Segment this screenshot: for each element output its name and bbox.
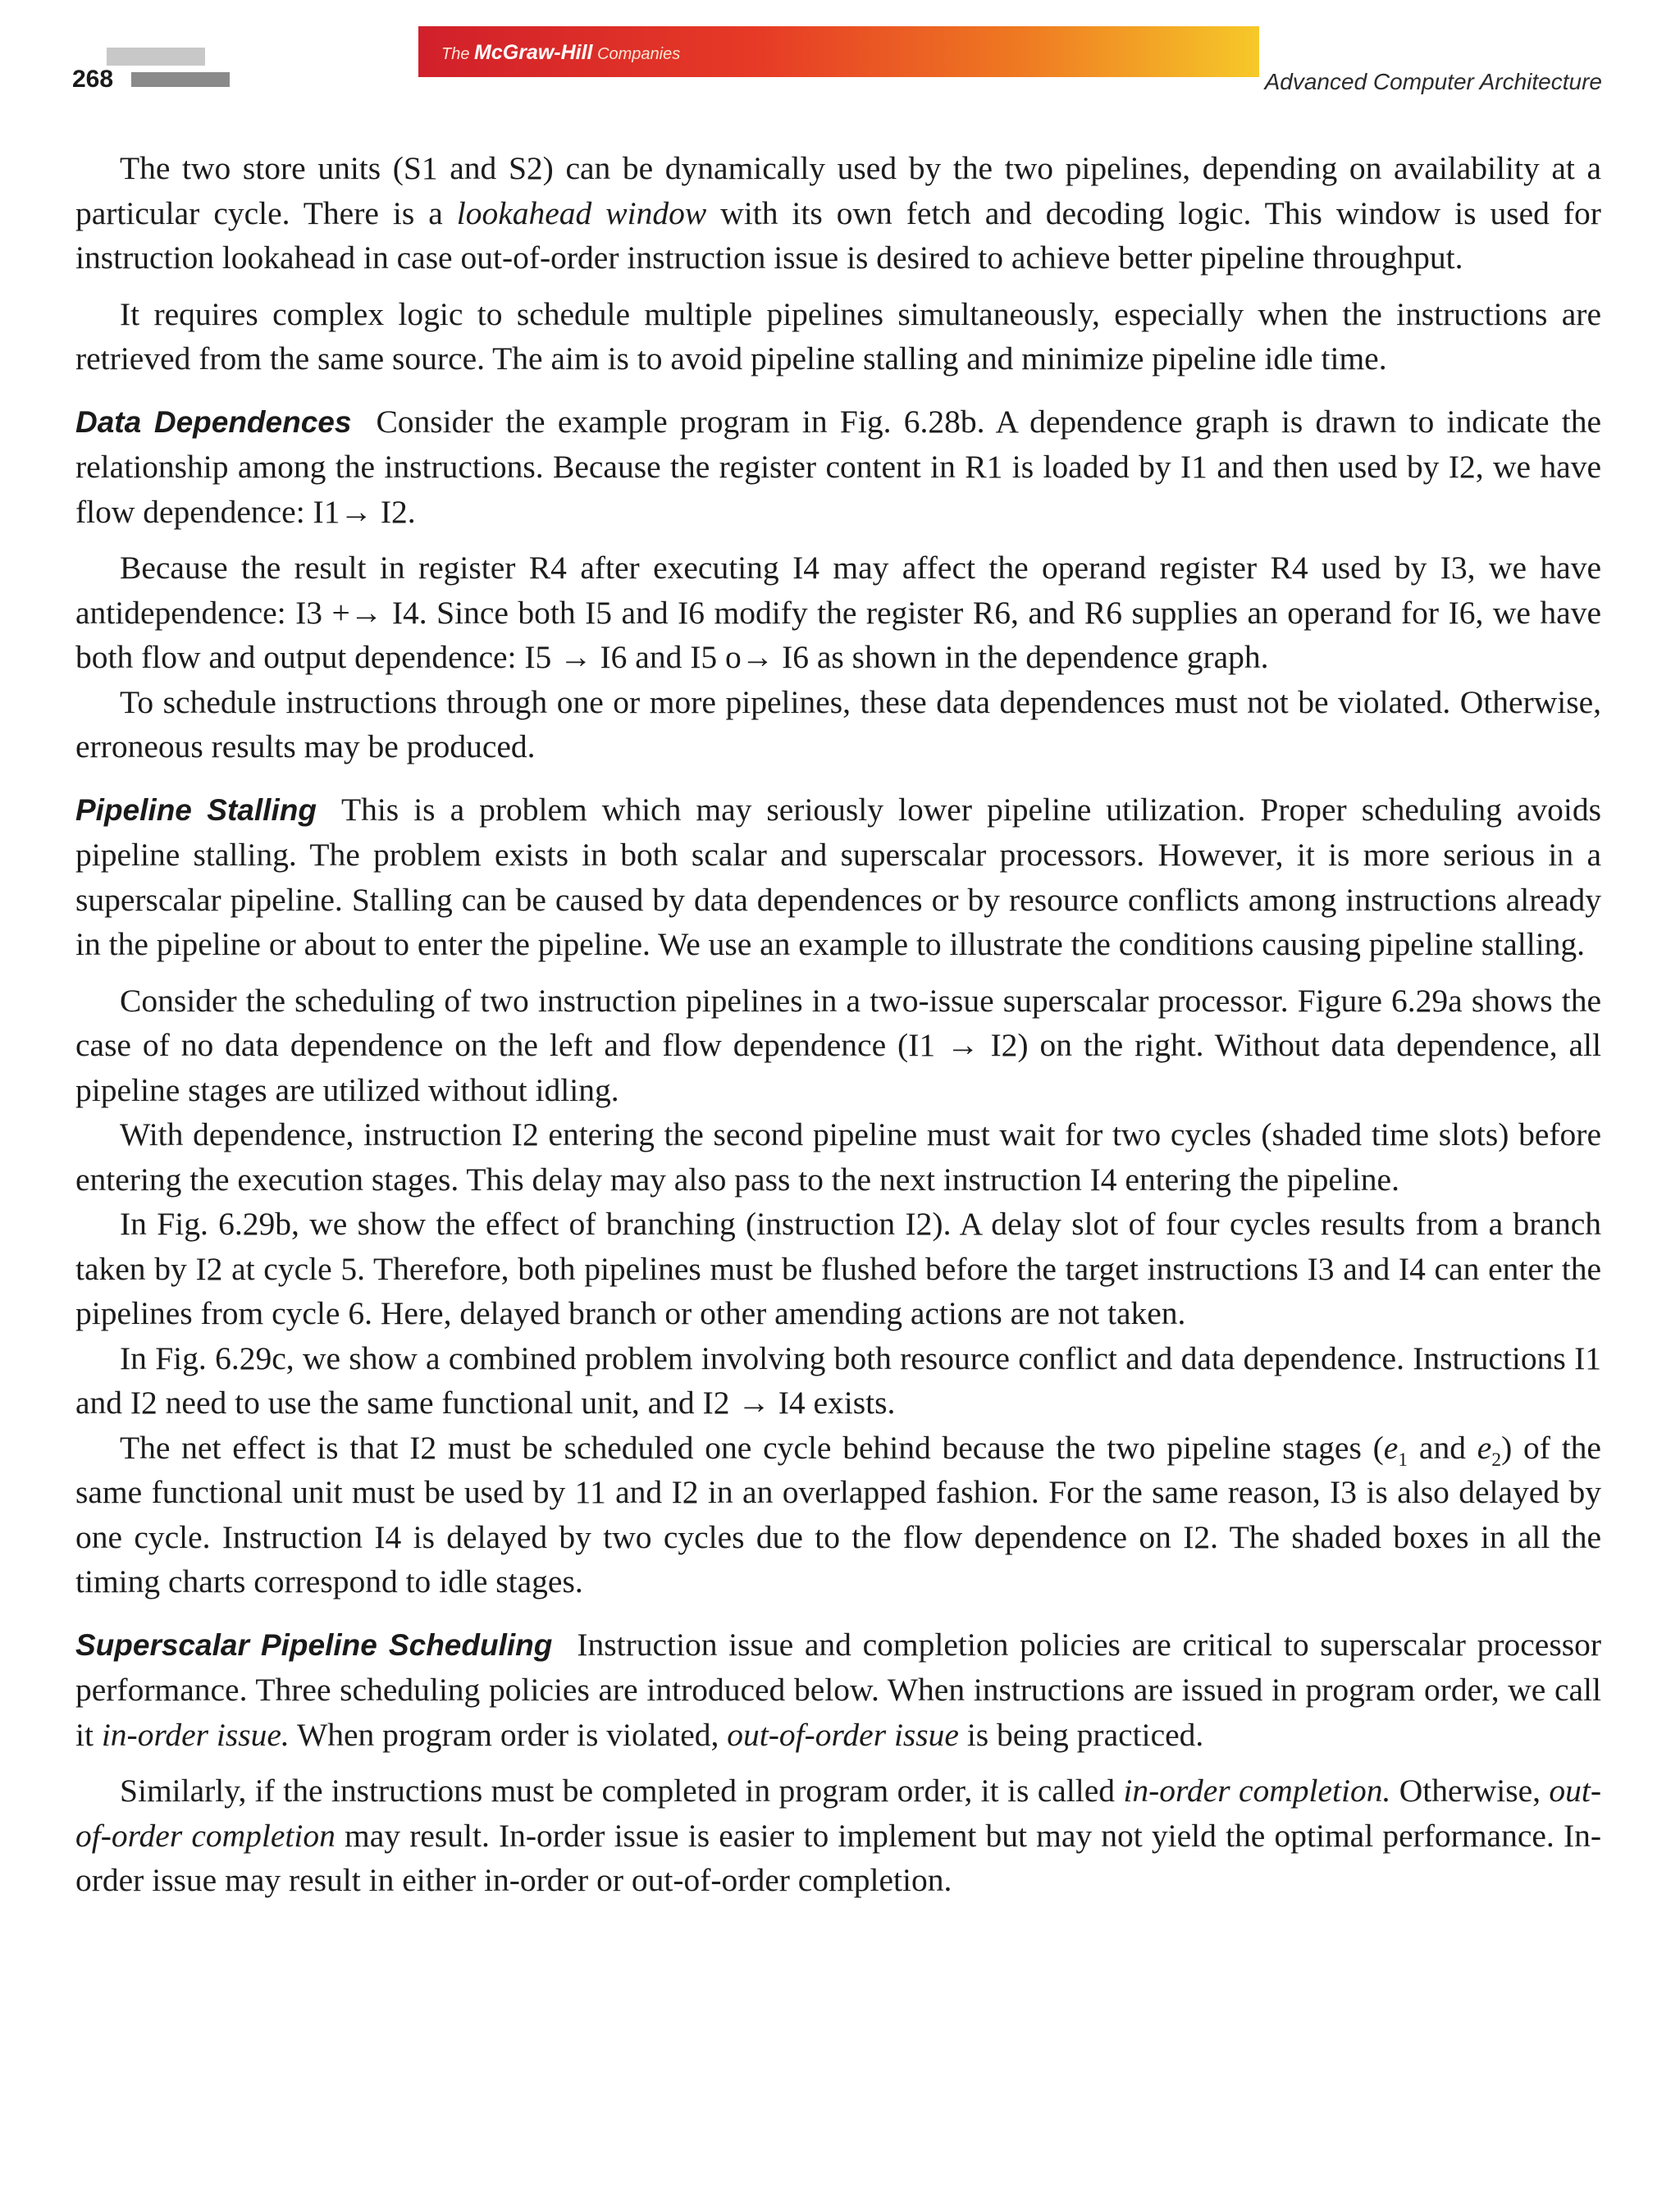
symbol-e: e [1477, 1429, 1492, 1466]
paragraph-antidependence: Because the result in register R4 after executing I4 may affect the operand register R4 used by I3, we have antidependence: I3 +→ I4. Since both I5 and I6 modify the register R6, and R6 supplies an operand for I6, we have both flow and output dependence: I5 → I6 and I5 o→ I6 as shown in the dependence graph. [75, 550, 1601, 675]
term-out-of-order-issue: out-of-order issue [727, 1716, 959, 1753]
paragraph-combined-problem: In Fig. 6.29c, we show a combined problem involving both resource conflict and data dependence. Instructions I1 and I2 need to use the same functional unit, and I2 → I4 exists. [75, 1339, 1601, 1421]
heading-data-dependences: Data Dependences [75, 404, 352, 439]
paragraph-with-dependence: With dependence, instruction I2 entering the second pipeline must wait for two cycles (shaded time slots) before entering the execution stages. This delay may also pass to the next instruction I4 entering the pipeline. [75, 1116, 1601, 1198]
page-number-bar-light [107, 48, 205, 66]
paragraph-superscalar-scheduling: Superscalar Pipeline Scheduling Instruction issue and completion policies are critical to superscalar processor performance. Three scheduling policies are introduced below. When instructions are issued in program order, we call it in-order issue. When program order is violated, out-of-order issue is being practiced. [75, 1626, 1601, 1753]
body-text [75, 146, 1601, 1903]
paragraph-branching: In Fig. 6.29b, we show the effect of branching (instruction I2). A delay slot of four cycles results from a branch taken by I2 at cycle 5. Therefore, both pipelines must be flushed before the target instructions I3 and I4 can enter the pipelines from cycle 6. Here, delayed branch or other amending actions are not taken. [75, 1206, 1601, 1331]
term-in-order-completion: in-order completion. [1123, 1773, 1391, 1809]
publisher-logo [441, 41, 680, 65]
page-number: 268 [72, 66, 114, 93]
symbol-e: e [1383, 1429, 1399, 1466]
term-lookahead-window: lookahead window [456, 194, 707, 231]
heading-pipeline-stalling: Pipeline Stalling [75, 792, 317, 827]
paragraph-data-dependences: Data Dependences Consider the example program in Fig. 6.28b. A dependence graph is drawn to indicate the relationship among the instructions. Because the register content in R1 is loaded by I1 and then used by I2, we have flow dependence: I1→ I2. [75, 403, 1601, 530]
publisher-band [418, 26, 1259, 77]
publisher-prefix: The [441, 45, 470, 63]
paragraph-net-effect: The net effect is that I2 must be scheduled one cycle behind because the two pipeline stages ($e_1$ and $e_2$) of the same functional unit must be used by 11 and I2 in an overlapped fashion. For the same reason, I3 is also delayed by one cycle. Instruction I4 is delayed by two cycles due to the flow dependence on I2. The shaded boxes in all the timing charts correspond to idle stages. [75, 1429, 1601, 1599]
heading-superscalar-scheduling: Superscalar Pipeline Scheduling [75, 1627, 553, 1662]
term-out-of-order-completion: out-of-order completion [75, 1773, 1601, 1854]
term-in-order-issue: in-order issue. [101, 1716, 290, 1753]
paragraph-two-issue: Consider the scheduling of two instruction pipelines in a two-issue superscalar processor. Figure 6.29a shows the case of no data dependence on the left and flow dependence (I1 → I2) on the right. Without data dependence, all pipeline stages are utilized without idling. [75, 982, 1601, 1108]
paragraph-completion: Similarly, if the instructions must be completed in program order, it is called in-order completion. Otherwise, out-of-order completion may result. In-order issue is easier to implement but may not yield the optimal performance. In-order issue may result in either in-order or out-of-order completion. [75, 1773, 1601, 1898]
paragraph-schedule-instructions: To schedule instructions through one or more pipelines, these data dependences must not be violated. Otherwise, erroneous results may be produced. [75, 683, 1601, 764]
publisher-suffix: Companies [597, 45, 681, 63]
publisher-name: McGraw-Hill [474, 41, 593, 64]
paragraph-pipeline-stalling: Pipeline Stalling This is a problem which may seriously lower pipeline utilization. Proper scheduling avoids pipeline stalling. The problem exists in both scalar and superscalar processors. However, it is more serious in a superscalar pipeline. Stalling can be caused by data dependences or by resource conflicts among instructions already in the pipeline or about to enter the pipeline. We use an example to illustrate the conditions causing pipeline stalling. [75, 791, 1601, 962]
book-title: Advanced Computer Architecture [1264, 69, 1602, 94]
paragraph-complex-logic: It requires complex logic to schedule multiple pipelines simultaneously, especially when the instructions are retrieved from the same source. The aim is to avoid pipeline stalling and minimize pipeline idle time. [75, 295, 1601, 376]
paragraph-store-units: The two store units (S1 and S2) can be dynamically used by the two pipelines, depending on availability at a particular cycle. There is a lookahead window with its own fetch and decoding logic. This window is used for instruction lookahead in case out-of-order instruction issue is desired to achieve better pipeline throughput. [75, 150, 1601, 276]
page-number-bar-dark [131, 72, 230, 87]
